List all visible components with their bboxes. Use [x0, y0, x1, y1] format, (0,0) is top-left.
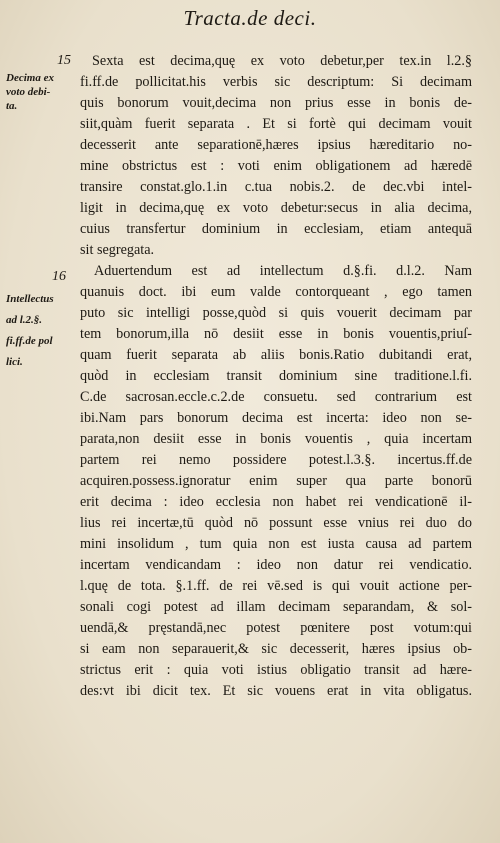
margin-note-line: Decima ex	[6, 72, 54, 84]
text-line: ligit in decima,quę ex voto debetur:secus in alia decima,	[80, 200, 472, 216]
text-line: tem bonorum,illa nō desiit esse in bonis vouentis,priuſ-	[80, 326, 472, 342]
margin-note-line: ad l.2.§.	[6, 314, 43, 326]
text-line: strictus erit : quia voti istius obligatio transit ad hære-	[80, 662, 472, 678]
margin-note-line: Intellectus	[6, 293, 54, 305]
margin-note-line: ta.	[6, 100, 18, 112]
section-number: 16	[52, 269, 66, 284]
text-line: sonali cogi potest ad illam decimam separandam, & sol-	[80, 599, 472, 615]
text-line: Sexta est decima,quę ex voto debetur,per tex.in l.2.§	[92, 53, 472, 69]
running-head: Tracta.de deci.	[183, 6, 317, 30]
text-line: quanuis doct. ibi eum valde contorqueant , ego tamen	[80, 284, 472, 300]
text-line: mine obstrictus est : voti enim obligationem ad hæredē	[80, 158, 472, 174]
margin-note-line: fi.ff.de pol	[6, 335, 53, 347]
text-line: incertam vendicandam : ideo non datur rei vendicatio.	[80, 557, 472, 573]
text-line: quam fuerit separata ab aliis bonis.Ratio dubitandi erat,	[80, 347, 472, 363]
text-line: sit segregata.	[80, 242, 155, 258]
text-line: partem rei nemo possidere potest.l.3.§. incertus.ff.de	[80, 452, 472, 468]
text-line: l.quę de tota. §.1.ff. de rei vē.sed is qui vouit actione per-	[80, 578, 472, 594]
text-line: si eam non separauerit,& sic decesserit, hæres ipsius ob-	[80, 641, 472, 657]
section-number: 15	[57, 53, 71, 68]
text-line: C.de sacrosan.eccle.c.2.de consuetu. sed contrarium est	[80, 389, 472, 405]
margin-note	[6, 71, 54, 113]
text-line: uendā,& pręstandā,nec potest pœnitere post votum:qui	[80, 620, 472, 636]
text-line: quòd in ecclesiam transit dominium sine traditione.l.fi.	[80, 368, 472, 384]
text-line: quis bonorum vouit,decima non prius esse in bonis de-	[80, 95, 472, 111]
text-line: ibi.Nam pars bonorum decima est incerta: ideo non se-	[80, 410, 472, 426]
margin-note-line: voto debi-	[6, 86, 51, 98]
text-line: erit decima : ideo ecclesia non habet rei vendicationē il-	[80, 494, 472, 510]
text-line: puto sic intelligi posse,quòd si quis vouerit decimam par	[80, 305, 472, 321]
text-line: decesserit ante separationē,hæres ipsius hæreditario no-	[80, 137, 472, 153]
text-line: acquiren.possess.ignoratur enim super qua parte bonorū	[80, 473, 472, 489]
text-line: Aduertendum est ad intellectum d.§.fi. d.l.2. Nam	[94, 263, 472, 279]
text-line: transire constat.glo.1.in c.tua nobis.2. de dec.vbi intel-	[80, 179, 472, 195]
text-line: des:vt ibi dicit tex. Et sic vouens erat in vita obligatus.	[80, 683, 472, 699]
margin-note-line: lici.	[6, 356, 23, 368]
text-line: fi.ff.de pollicitat.his verbis sic descriptum: Si decimam	[80, 74, 472, 90]
text-line: parata,non desiit esse in bonis vouentis , quia incertam	[80, 431, 472, 447]
body-text	[80, 51, 472, 702]
text-line: siit,quàm fuerit separata . Et si fortè qui decimam vouit	[80, 116, 472, 132]
text-line: cuius transfertur dominium in ecclesiam, etiam antequā	[80, 221, 472, 237]
text-line: lius rei incertæ,tū quòd nō possunt esse vnius rei duo do	[80, 515, 472, 531]
margin-note	[6, 289, 54, 373]
text-line: mini insolidum , tum quia non est iusta causa ad partem	[80, 536, 472, 552]
